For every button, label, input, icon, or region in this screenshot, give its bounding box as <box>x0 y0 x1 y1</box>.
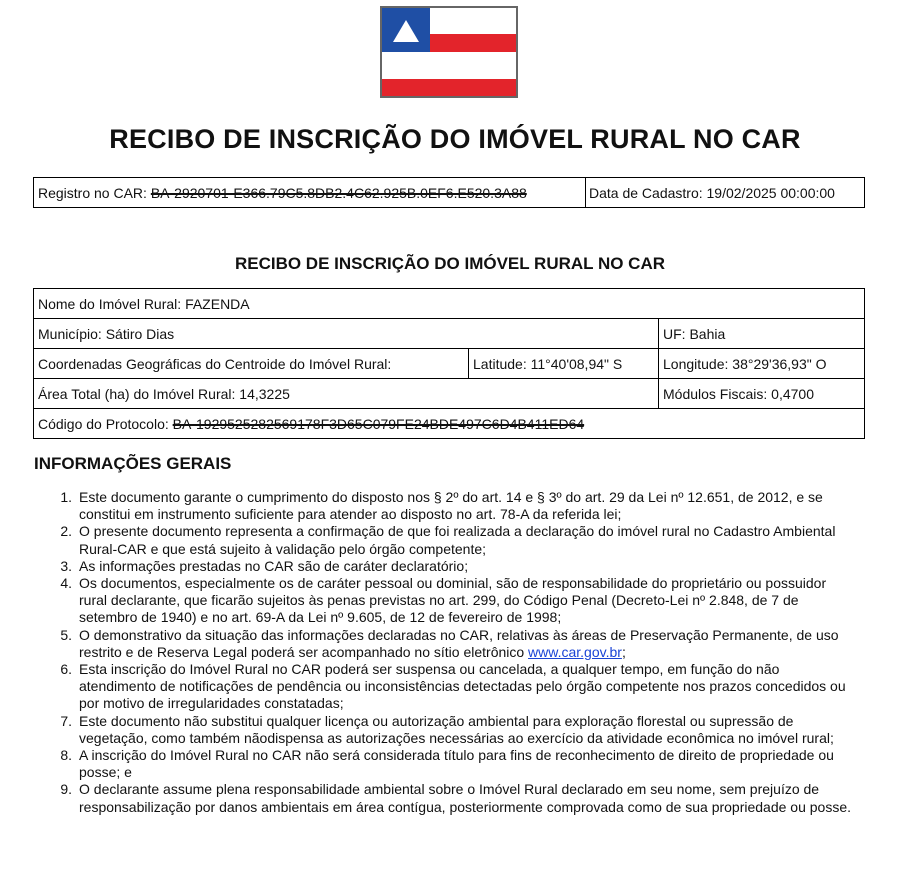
municipio-label: Município: <box>38 325 102 342</box>
registry-box <box>33 177 865 208</box>
general-info-title: INFORMAÇÕES GERAIS <box>34 454 232 473</box>
flag-red-stripe-bottom <box>382 79 516 98</box>
table-row <box>34 378 864 408</box>
area-cell <box>34 379 659 408</box>
protocol-label: Código do Protocolo: <box>38 415 169 432</box>
latitude-label: Latitude: <box>473 355 527 372</box>
fiscal-modules-value: 0,4700 <box>771 385 814 402</box>
longitude-value: 38°29'36,93" O <box>732 355 827 372</box>
date-value: 19/02/2025 00:00:00 <box>706 184 835 201</box>
table-row <box>34 348 864 378</box>
latitude-cell <box>469 349 659 378</box>
fiscal-modules-cell <box>659 379 864 408</box>
bahia-flag-icon <box>380 6 518 98</box>
general-info-list <box>54 489 854 816</box>
flag-blue-canton <box>382 8 430 52</box>
protocol-code: BA-1929525282569178F3D65C079FE24BDE497C6D4B411ED64 <box>172 415 585 432</box>
flag-red-stripe-top <box>430 34 518 52</box>
property-name-cell <box>34 289 864 318</box>
longitude-cell <box>659 349 864 378</box>
list-item: 9. O declarante assume plena responsabilidade ambiental sobre o Imóvel Rural declarado em seu nome, sem prejuízo de responsabilização por danos ambientais em área contígua, posteriormente comprovada como de sua propriedade ou posse. <box>60 781 852 815</box>
uf-label: UF: <box>663 325 686 342</box>
latitude-value: 11°40'08,94" S <box>530 355 623 372</box>
car-website-link[interactable]: www.car.gov.br <box>528 643 622 660</box>
registration-date-cell <box>586 178 864 207</box>
table-row <box>34 318 864 348</box>
registry-label: Registro no CAR: <box>38 184 147 201</box>
area-label: Área Total (ha) do Imóvel Rural: <box>38 385 236 402</box>
municipio-value: Sátiro Dias <box>105 325 175 342</box>
property-info-table <box>33 288 865 439</box>
property-name-value: FAZENDA <box>185 295 250 312</box>
page-title: RECIBO DE INSCRIÇÃO DO IMÓVEL RURAL NO CAR <box>109 124 801 154</box>
coordinates-label: Coordenadas Geográficas do Centroide do Imóvel Rural: <box>38 355 392 372</box>
uf-cell <box>659 319 864 348</box>
list-item: 5. O demonstrativo da situação das informações declaradas no CAR, relativas às áreas de Preservação Permanente, de uso restrito e de Reserva Legal poderá ser acompanhado no sítio eletrônico www.car.gov.br; <box>60 626 839 660</box>
registry-cell <box>34 178 586 207</box>
date-label: Data de Cadastro: <box>589 184 703 201</box>
list-item: 2. O presente documento representa a confirmação de que foi realizada a declaração do imóvel rural no Cadastro Ambiental Rural-CAR e que está sujeito à validação pelo órgão competente; <box>60 523 836 557</box>
list-item: 1. Este documento garante o cumprimento do disposto nos § 2º do art. 14 e § 3º do art. 29 da Lei nº 12.651, de 2012, e se constitui em instrumento suficiente para atender ao disposto no art. 78-A da referida lei; <box>60 489 823 523</box>
longitude-label: Longitude: <box>663 355 729 372</box>
area-value: 14,3225 <box>239 385 290 402</box>
table-row <box>34 289 864 318</box>
list-item: 6. Esta inscrição do Imóvel Rural no CAR poderá ser suspensa ou cancelada, a qualquer tempo, em função do não atendimento de notificações de pendência ou inconsistências detectadas pelo órgão competente nos prazos concedidos ou por motivo de irregularidades constatadas; <box>60 661 846 712</box>
fiscal-modules-label: Módulos Fiscais: <box>663 385 768 402</box>
protocol-cell <box>34 409 864 438</box>
table-row <box>34 408 864 438</box>
section-title: RECIBO DE INSCRIÇÃO DO IMÓVEL RURAL NO CAR <box>234 254 666 273</box>
flag-white-triangle <box>393 20 419 42</box>
registry-code: BA-2920701-E366.79C5.8DB2.4C62.925B.0EF6.E520.3A88 <box>150 184 527 201</box>
municipio-cell <box>34 319 659 348</box>
coordinates-label-cell <box>34 349 469 378</box>
property-name-label: Nome do Imóvel Rural: <box>38 295 182 312</box>
list-item: 3. As informações prestadas no CAR são de caráter declaratório; <box>60 557 469 574</box>
list-item: 7. Este documento não substitui qualquer licença ou autorização ambiental para exploração florestal ou supressão de vegetação, como também nãodispensa as autorizações necessárias ao exercício da atividade econômica no imóvel rural; <box>60 712 834 746</box>
list-item: 4. Os documentos, especialmente os de caráter pessoal ou dominial, são de responsabilidade do proprietário ou possuidor rural declarante, que ficarão sujeitos às penas previstas no art. 299, do Código Penal (Decreto-Lei nº 2.848, de 7 de setembro de 1940) e no art. 69-A da Lei nº 9.605, de 12 de fevereiro de 1998; <box>60 575 827 626</box>
uf-value: Bahia <box>689 325 726 342</box>
list-item: 8. A inscrição do Imóvel Rural no CAR não será considerada título para fins de reconhecimento de direito de propriedade ou posse; e <box>60 747 834 781</box>
